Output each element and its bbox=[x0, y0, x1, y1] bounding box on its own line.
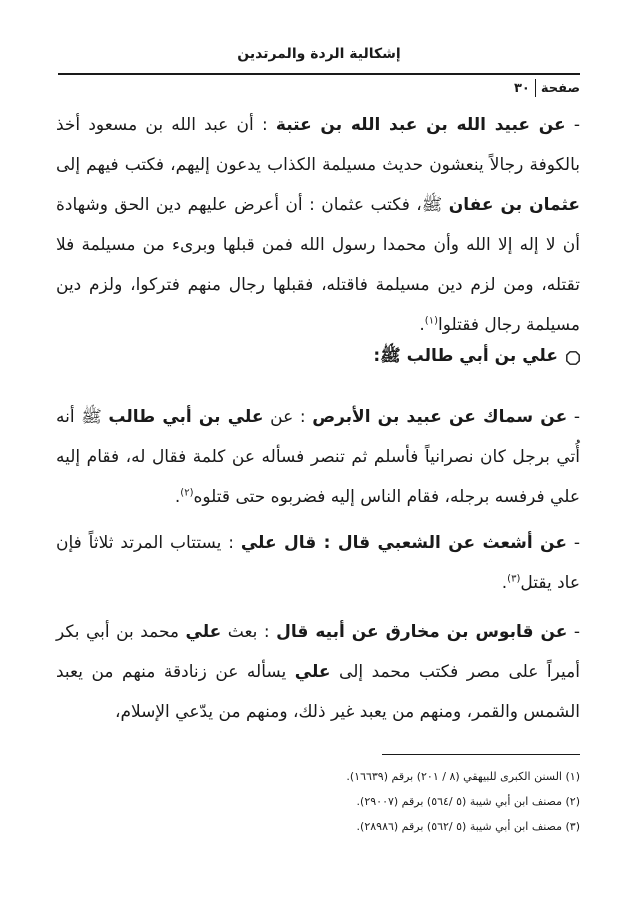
footnote-ref-1[interactable]: (١) bbox=[424, 315, 438, 327]
page-label-word: صفحة bbox=[540, 80, 580, 96]
para1-chain: عن عبيد الله بن عبد الله بن عتبة bbox=[275, 115, 566, 135]
para2-end: . bbox=[174, 487, 181, 507]
header-rule bbox=[58, 73, 580, 75]
page-label bbox=[514, 79, 580, 97]
para4-ali: علي bbox=[185, 622, 222, 642]
footnote-ref-3[interactable]: (٣) bbox=[507, 573, 521, 585]
footnote-1: (١) السنن الكبرى للبيهقي (٨ / ٢٠١) برقم (١٦٦٣٩). bbox=[346, 770, 580, 783]
section-heading bbox=[373, 345, 580, 370]
para2-chain: عن سماك عن عبيد بن الأبرص bbox=[312, 407, 568, 427]
para2-ali: علي بن أبي طالب bbox=[108, 407, 264, 427]
page-number: ٣٠ bbox=[513, 80, 530, 96]
para4-text-3: يسأله عن زنادقة منهم من يعبد الشمس والقمر، ومنهم من يعبد غير ذلك، ومنهم من يدّعي الإسلام، bbox=[56, 662, 580, 722]
paragraph-3 bbox=[56, 523, 580, 603]
paragraph-4 bbox=[56, 612, 580, 732]
para4-ali-2: علي bbox=[294, 662, 331, 682]
para2-text-1: : عن bbox=[263, 407, 313, 427]
section-heading-text: علي بن أبي طالب ﷺ: bbox=[373, 346, 558, 366]
para1-end: . bbox=[419, 315, 425, 335]
para3-chain: عن أشعث عن الشعبي قال : قال علي bbox=[240, 533, 567, 553]
para1-uthman: عثمان بن عفان bbox=[448, 195, 580, 215]
para4-lead: - bbox=[567, 622, 580, 642]
footnote-2: (٢) مصنف ابن أبي شيبة (٥ /٥٦٤) برقم (٢٩٠٠٧). bbox=[356, 795, 580, 808]
para3-end: . bbox=[501, 573, 508, 593]
para2-text-2: ﷺ أنه أُتي برجل كان نصرانياً فأسلم ثم تنصر فسأله عن كلمة فقال له، فقام إليه علي فرفسه برجله، فقام الناس إليه فضربوه حتى قتلوه bbox=[56, 407, 580, 507]
running-title: إشكالية الردة والمرتدين bbox=[237, 46, 401, 62]
para1-text-2: ﷺ، فكتب عثمان : أن أعرض عليهم دين الحق وشهادة أن لا إله إلا الله وأن محمدا رسول الله فمن قبلها وبرىء من مسيلمة فلا تقتله، ومن لزم دين مسيلمة فاقتله، فقبلها رجال منهم فتركوا، ولزم دين مسيلمة رجال فقتلوا bbox=[56, 195, 580, 335]
footnote-rule bbox=[382, 754, 580, 755]
para4-chain: عن قابوس بن مخارق عن أبيه قال bbox=[276, 622, 568, 642]
page-label-divider bbox=[535, 79, 536, 97]
footnote-3: (٣) مصنف ابن أبي شيبة (٥ /٥٦٢) برقم (٢٨٩٨٦). bbox=[356, 820, 580, 833]
para3-lead: - bbox=[566, 533, 580, 553]
para1-text-1: : أن عبد الله بن مسعود أخذ بالكوفة رجالاً ينعشون حديث مسيلمة الكذاب يدعون إليهم، فكتب فيهم إلى bbox=[56, 115, 580, 175]
paragraph-1 bbox=[56, 105, 580, 345]
para4-text-1: : بعث bbox=[221, 622, 277, 642]
para2-lead: - bbox=[567, 407, 580, 427]
para3-text-1: : يستتاب المرتد ثلاثاً فإن عاد يقتل bbox=[56, 533, 580, 593]
octagon-icon bbox=[566, 351, 580, 365]
para4-text-2: محمد بن أبي بكر أميراً على مصر فكتب محمد إلى bbox=[56, 622, 580, 682]
footnote-ref-2[interactable]: (٢) bbox=[180, 487, 194, 499]
paragraph-2 bbox=[56, 397, 580, 517]
footnotes bbox=[56, 764, 580, 839]
para1-lead: - bbox=[565, 115, 580, 135]
